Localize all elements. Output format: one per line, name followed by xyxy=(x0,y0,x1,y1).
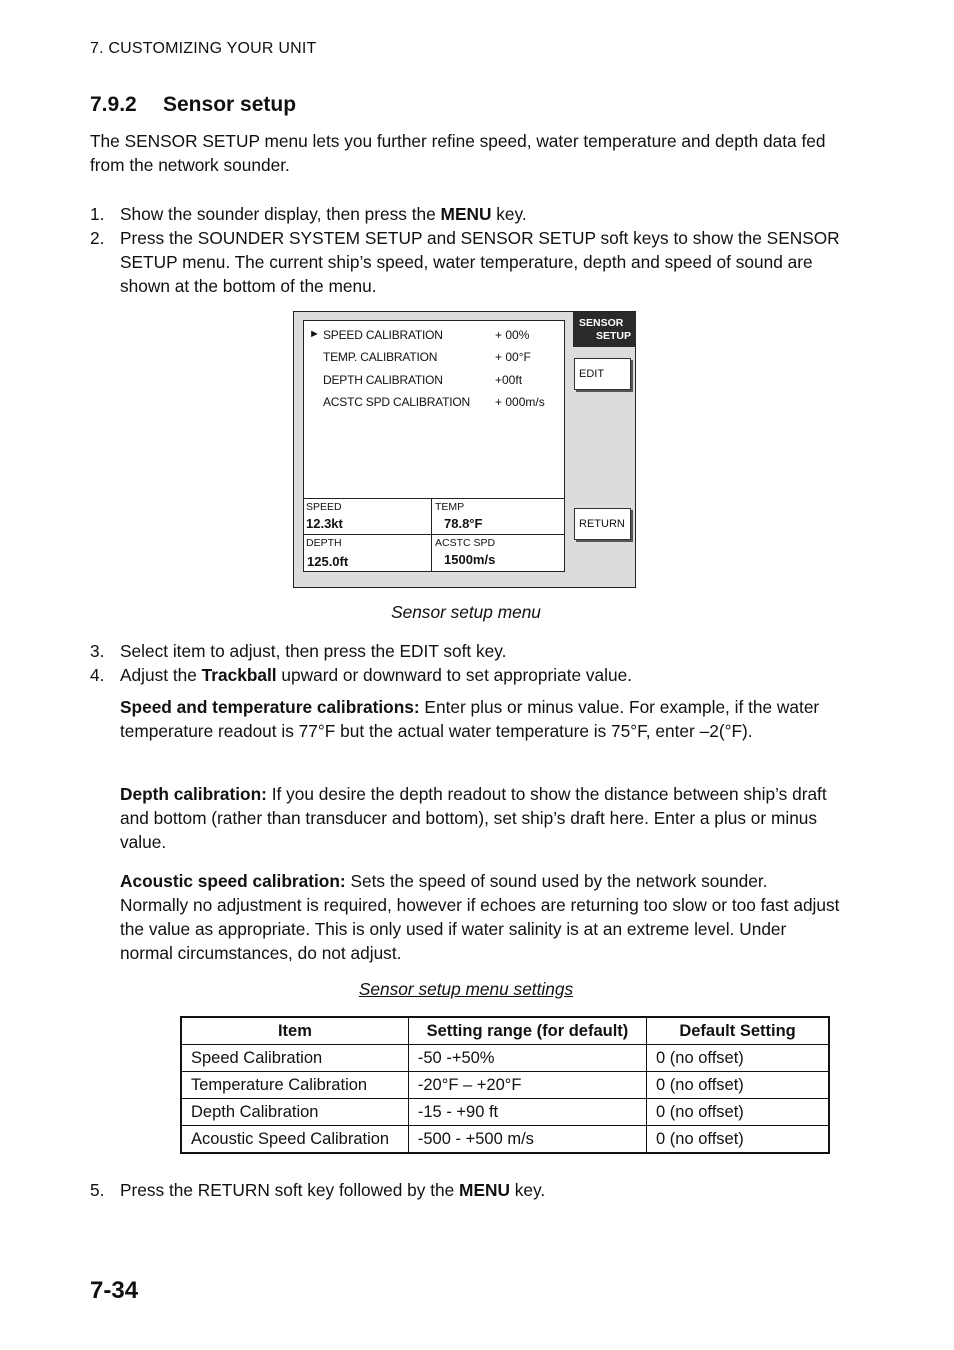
readout-value: 78.8°F xyxy=(444,516,483,531)
menu-item-value: + 00% xyxy=(495,328,530,342)
column-header: Item xyxy=(181,1017,408,1045)
step-text: Press the RETURN soft key followed by the xyxy=(120,1180,460,1200)
description-text: Sets the speed of sound used by the network sounder. Normally no adjustment is required, however if echoes are returning too slow or too fast adjust the value as appropriate. This is only used if water salinity is at an extreme level. Under normal circumstances, do not adjust. xyxy=(120,871,840,963)
menu-item-label: TEMP. CALIBRATION xyxy=(323,350,438,364)
steps-list-c xyxy=(90,1178,850,1202)
readout-label: DEPTH xyxy=(306,537,342,549)
sensor-setup-screen xyxy=(293,311,636,588)
step-5 xyxy=(90,1178,850,1202)
description-text: Enter plus or minus value. For example, if the water temperature readout is 77°F but the actual water temperature is 75°F, enter –2(°F). xyxy=(120,697,820,741)
section-title: Sensor setup xyxy=(163,93,297,116)
intro-paragraph: The SENSOR SETUP menu lets you further refine speed, water temperature and depth data fed from the network sounder. xyxy=(90,131,826,175)
step-3 xyxy=(90,639,850,663)
softkey-label: EDIT xyxy=(579,368,605,380)
key-name: MENU xyxy=(440,204,492,224)
cursor-arrow-icon: ► xyxy=(309,328,320,340)
table-cell: 0 (no offset) xyxy=(647,1099,829,1126)
table-header-row xyxy=(181,1017,829,1045)
menu-item-acstc-spd-calibration[interactable] xyxy=(304,395,564,413)
key-name: MENU xyxy=(459,1180,510,1200)
step-number: 3. xyxy=(90,641,105,661)
sensor-readouts xyxy=(303,498,565,573)
softkey-label: RETURN xyxy=(579,518,625,530)
table-cell: Acoustic Speed Calibration xyxy=(181,1126,408,1154)
table-row xyxy=(181,1072,829,1099)
readout-label: SPEED xyxy=(306,501,342,513)
step-text: key. xyxy=(491,204,527,224)
temp-readout xyxy=(432,499,565,535)
softkey-title-line1: SENSOR xyxy=(579,317,624,329)
description-term: Depth calibration: xyxy=(120,784,267,804)
table-row xyxy=(181,1045,829,1072)
menu-item-temp-calibration[interactable] xyxy=(304,350,564,368)
description-depth xyxy=(120,782,840,854)
step-text: Show the sounder display, then press the xyxy=(120,204,441,224)
step-1 xyxy=(90,202,850,226)
column-header: Setting range (for default) xyxy=(408,1017,646,1045)
step-number: 4. xyxy=(90,665,105,685)
return-softkey[interactable] xyxy=(574,508,631,540)
menu-item-label: ACSTC SPD CALIBRATION xyxy=(323,395,470,409)
control-name: Trackball xyxy=(201,665,277,685)
step-text: Adjust the xyxy=(120,665,202,685)
section-heading xyxy=(90,93,296,117)
table-cell: -50 -+50% xyxy=(408,1045,646,1072)
table-caption: Sensor setup menu settings xyxy=(358,979,574,999)
page-number: 7-34 xyxy=(90,1277,139,1304)
description-term: Speed and temperature calibrations: xyxy=(120,697,420,717)
section-number: 7.9.2 xyxy=(90,93,137,116)
menu-item-speed-calibration[interactable] xyxy=(304,328,564,346)
menu-item-label: DEPTH CALIBRATION xyxy=(323,373,443,387)
readout-value: 1500m/s xyxy=(444,552,496,567)
readout-label: ACSTC SPD xyxy=(435,537,496,549)
menu-item-label: SPEED CALIBRATION xyxy=(323,328,443,342)
description-text: If you desire the depth readout to show the distance between ship’s draft and bottom (rather than transducer and bottom), set ship’s draft here. Enter a plus or minus value. xyxy=(120,784,827,852)
steps-list-a xyxy=(90,202,850,298)
table-cell: Depth Calibration xyxy=(181,1099,408,1126)
step-number: 1. xyxy=(90,204,105,224)
menu-item-value: + 00°F xyxy=(495,350,531,364)
table-cell: Temperature Calibration xyxy=(181,1072,408,1099)
step-2 xyxy=(90,226,850,298)
step-text: Press the SOUNDER SYSTEM SETUP and SENSOR SETUP soft keys to show the SENSOR SETUP menu. The current ship’s speed, water temperature, depth and speed of sound are shown at the bottom of the menu. xyxy=(120,228,840,296)
table-cell: 0 (no offset) xyxy=(647,1072,829,1099)
menu-item-depth-calibration[interactable] xyxy=(304,373,564,391)
softkey-title xyxy=(573,312,636,347)
readout-value: 12.3kt xyxy=(306,516,343,531)
table-cell: Speed Calibration xyxy=(181,1045,408,1072)
table-row xyxy=(181,1099,829,1126)
menu-item-value: + 000m/s xyxy=(495,395,545,409)
table-cell: -15 - +90 ft xyxy=(408,1099,646,1126)
sensor-setup-menu xyxy=(303,320,565,572)
table-row xyxy=(181,1126,829,1154)
readout-value: 125.0ft xyxy=(307,554,349,569)
step-number: 2. xyxy=(90,228,105,248)
figure-caption: Sensor setup menu xyxy=(391,602,541,622)
step-text: key. xyxy=(509,1180,546,1200)
step-text: upward or downward to set appropriate value. xyxy=(276,665,633,685)
edit-softkey[interactable] xyxy=(574,358,631,390)
readout-label: TEMP xyxy=(435,501,465,513)
step-text: Select item to adjust, then press the EDIT soft key. xyxy=(120,641,507,661)
description-acoustic xyxy=(120,869,840,965)
table-cell: 0 (no offset) xyxy=(647,1045,829,1072)
acstc-spd-readout xyxy=(432,535,565,571)
description-term: Acoustic speed calibration: xyxy=(120,871,346,891)
step-number: 5. xyxy=(90,1180,105,1200)
table-cell: -20°F – +20°F xyxy=(408,1072,646,1099)
settings-table xyxy=(180,1016,830,1154)
speed-readout xyxy=(303,499,432,535)
depth-readout xyxy=(303,535,432,571)
description-speed-temp xyxy=(120,695,840,743)
table-cell: 0 (no offset) xyxy=(647,1126,829,1154)
steps-list-b xyxy=(90,639,850,687)
chapter-header: 7. CUSTOMIZING YOUR UNIT xyxy=(90,40,317,57)
column-header: Default Setting xyxy=(647,1017,829,1045)
step-4 xyxy=(90,663,850,687)
menu-item-value: +00ft xyxy=(495,373,523,387)
table-cell: -500 - +500 m/s xyxy=(408,1126,646,1154)
softkey-title-line2: SETUP xyxy=(595,330,631,342)
